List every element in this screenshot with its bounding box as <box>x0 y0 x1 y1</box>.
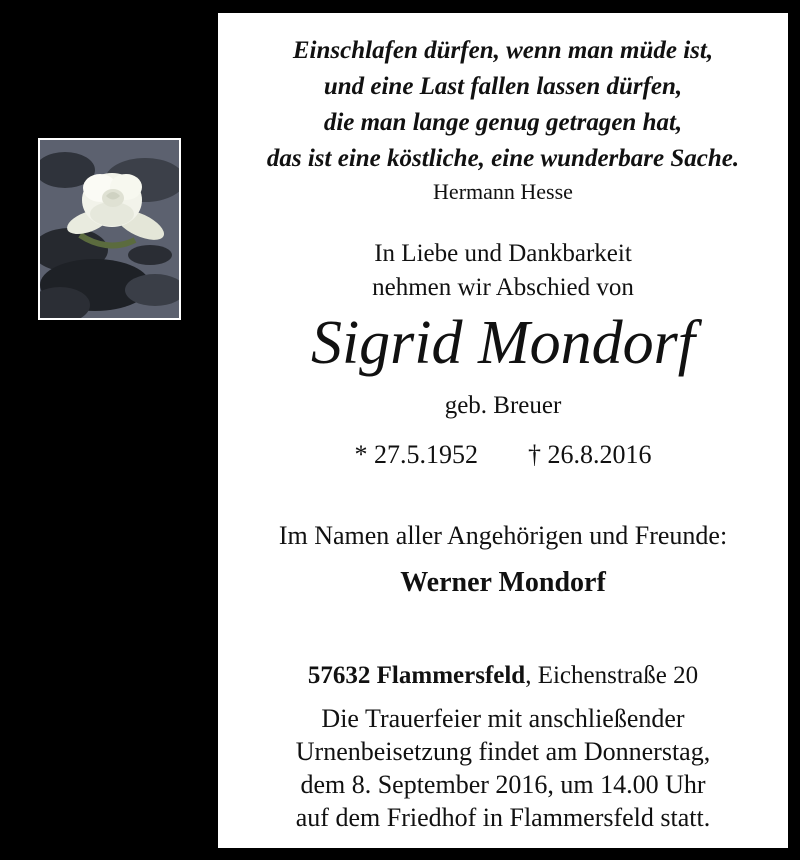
ceremony-line-4: auf dem Friedhof in Flammersfeld statt. <box>295 803 711 832</box>
quote-line-3: die man lange genug getragen hat, <box>323 109 683 136</box>
white-rose-image <box>38 138 181 320</box>
address-line <box>218 658 788 694</box>
ceremony-line-3: dem 8. September 2016, um 14.00 Uhr <box>300 770 706 799</box>
signoff-text: Im Namen aller Angehörigen und Freunde: <box>278 521 728 550</box>
white-rose-icon <box>40 140 179 318</box>
quote-line-1: Einschlafen dürfen, wenn man müde ist, <box>292 37 714 64</box>
maiden-name: geb. Breuer <box>444 392 562 419</box>
birth-date: * 27.5.1952 <box>354 440 478 469</box>
life-dates <box>218 437 788 473</box>
address-street: , Eichenstraße 20 <box>525 662 699 689</box>
quote-line-4: das ist eine köstliche, eine wunderbare Sache. <box>266 145 740 172</box>
ceremony-line-1: Die Trauerfeier mit anschließender <box>321 704 685 733</box>
signer-name: Werner Mondorf <box>400 567 606 598</box>
address-city: 57632 Flammersfeld <box>307 662 526 689</box>
quote-author: Hermann Hesse <box>433 179 573 204</box>
deceased-name: Sigrid Mondorf <box>310 309 696 377</box>
quote-line-2: und eine Last fallen lassen dürfen, <box>323 73 683 100</box>
obituary-panel <box>218 13 788 848</box>
ceremony-line-2: Urnenbeisetzung findet am Donnerstag, <box>295 737 711 766</box>
intro-line-1: In Liebe und Dankbarkeit <box>374 240 632 267</box>
intro-line-2: nehmen wir Abschied von <box>372 274 634 301</box>
death-date: † 26.8.2016 <box>528 440 652 469</box>
